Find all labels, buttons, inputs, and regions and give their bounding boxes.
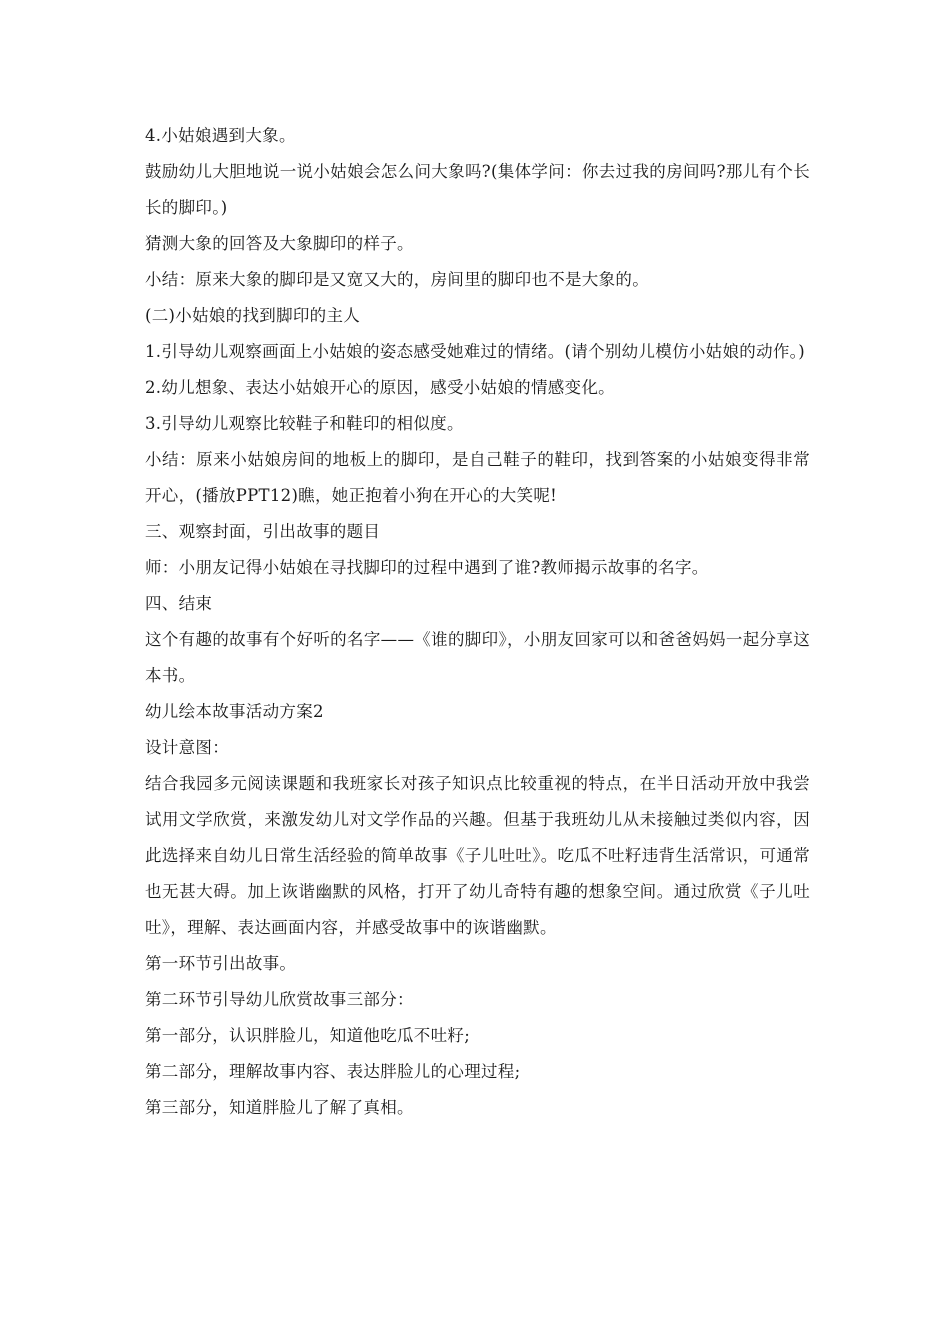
paragraph-imagine-happy: 2.幼儿想象、表达小姑娘开心的原因，感受小姑娘的情感变化。 [145,378,615,397]
paragraph-compare-shoes: 3.引导幼儿观察比较鞋子和鞋印的相似度。 [145,414,464,433]
section-heading-design-intent: 设计意图： [145,738,229,757]
plan-title-2: 幼儿绘本故事活动方案2 [145,702,324,721]
paragraph-story-name: 这个有趣的故事有个好听的名字——《谁的脚印》，小朋友回家可以和爸爸妈妈一起分享这本书。 [145,630,810,685]
paragraph-part-2: 第二部分，理解故事内容、表达胖脸儿的心理过程; [145,1062,521,1081]
paragraph-design-intent-body: 结合我园多元阅读课题和我班家长对孩子知识点比较重视的特点，在半日活动开放中我尝试用文学欣赏，来激发幼儿对文学作品的兴趣。但基于我班幼儿从未接触过类似内容，因此选择来自幼儿日常生活经验的简单故事《子儿吐吐》。吃瓜不吐籽违背生活常识，可通常也无甚大碍。加上诙谐幽默的风格，打开了幼儿奇特有趣的想象空间。通过欣赏《子儿吐吐》，理解、表达画面内容，并感受故事中的诙谐幽默。 [145,774,810,937]
section-heading-observe-cover: 三、观察封面，引出故事的题目 [145,522,381,541]
paragraph-guess-elephant: 猜测大象的回答及大象脚印的样子。 [145,234,414,253]
paragraph-summary-elephant: 小结：原来大象的脚印是又宽又大的，房间里的脚印也不是大象的。 [145,270,649,289]
paragraph-stage-1: 第一环节引出故事。 [145,954,297,973]
paragraph-part-3: 第三部分，知道胖脸儿了解了真相。 [145,1098,414,1117]
paragraph-step-4: 4.小姑娘遇到大象。 [145,126,296,145]
paragraph-part-1: 第一部分，认识胖脸儿，知道他吃瓜不吐籽; [145,1026,471,1045]
paragraph-encourage-question: 鼓励幼儿大胆地说一说小姑娘会怎么问大象吗?(集体学问：你去过我的房间吗?那儿有个长长的脚印。) [145,162,810,217]
section-heading-find-owner: (二)小姑娘的找到脚印的主人 [145,306,361,325]
document-body [145,118,810,1126]
paragraph-teacher-reveal: 师：小朋友记得小姑娘在寻找脚印的过程中遇到了谁?教师揭示故事的名字。 [145,558,709,577]
section-heading-end: 四、结束 [145,594,213,613]
paragraph-stage-2: 第二环节引导幼儿欣赏故事三部分： [145,990,414,1009]
paragraph-summary-shoes: 小结：原来小姑娘房间的地板上的脚印，是自己鞋子的鞋印，找到答案的小姑娘变得非常开心，(播放PPT12)瞧，她正抱着小狗在开心的大笑呢! [145,450,810,505]
paragraph-observe-posture: 1.引导幼儿观察画面上小姑娘的姿态感受她难过的情绪。(请个别幼儿模仿小姑娘的动作。) [145,342,805,361]
